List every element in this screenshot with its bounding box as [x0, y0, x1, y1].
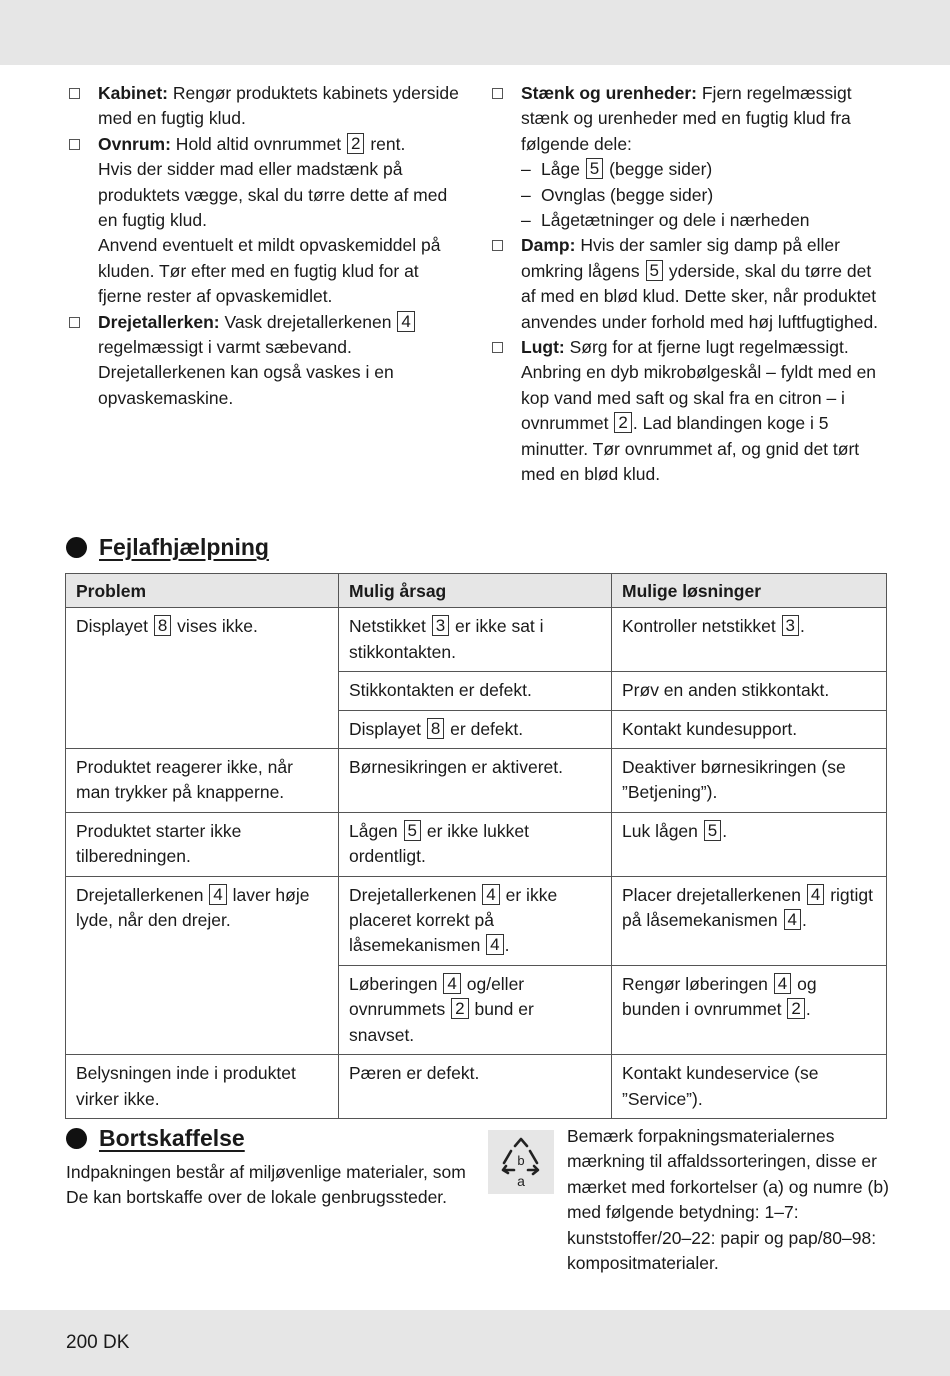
dash-list-item: [521, 183, 889, 208]
solution-cell: Kontakt kundesupport.: [612, 710, 887, 748]
part-ref: 4: [784, 909, 801, 930]
bullet-label: Lugt:: [521, 337, 565, 358]
checkbox-bullet-icon: [69, 88, 80, 99]
checkbox-bullet-icon: [492, 240, 503, 251]
troubleshooting-heading: [66, 535, 269, 560]
bullet-kabinet: [66, 81, 461, 132]
problem-cell: Produktet reagerer ikke, når man trykker på knapperne.: [66, 749, 339, 813]
list-text: Låge: [541, 159, 585, 180]
cell-text: .: [722, 820, 728, 841]
cause-cell: [339, 876, 612, 965]
bullet-text: Sørg for at fjerne lugt regelmæssigt. Anbring en dyb mikrobølgeskål – fyldt med en kop vand med saft og skal fra en citron – i ovnrummet: [521, 337, 877, 434]
part-ref: 4: [443, 973, 460, 994]
cause-cell: Stikkontakten er defekt.: [339, 672, 612, 710]
dash-marker: –: [521, 184, 531, 205]
cell-text: og/eller ovnrummets: [349, 973, 525, 1020]
care-column-right: [489, 81, 889, 488]
part-ref: 8: [154, 615, 171, 636]
bullet-text: Rengør produktets kabinets yderside med en fugtig klud.: [98, 83, 459, 129]
solution-cell: [612, 608, 887, 672]
disposal-text: Indpakningen består af miljøvenlige materialer, som De kan bortskaffe over de lokale genbrugssteder.: [66, 1162, 466, 1208]
part-ref: 5: [646, 260, 663, 281]
bullet-staenk: [489, 81, 889, 233]
bullet-text: Hvis der sidder mad eller madstænk på produktets vægge, skal du tørre dette af med en fugtig klud.: [98, 159, 448, 231]
cell-text: .: [800, 616, 805, 637]
table-header-row: [66, 574, 887, 608]
problem-cell: Belysningen inde i produktet virker ikke.: [66, 1055, 339, 1119]
bullet-text: Vask drejetallerkenen: [219, 311, 397, 332]
cell-text: rigtigt på låsemekanismen: [622, 884, 873, 931]
cell-text: Placer drejetallerkenen: [622, 884, 806, 905]
list-text: Lågetætninger og dele i nærheden: [541, 210, 810, 231]
bullet-text: yderside, skal du tørre det af med en blød klud. Dette sker, når produktet anvendes under forhold med høj luftfugtighed.: [521, 260, 879, 332]
bullet-text: regelmæssigt i varmt sæbevand.: [98, 337, 352, 358]
cell-text: er ikke lukket ordentligt.: [349, 820, 529, 867]
table-row: [66, 812, 887, 876]
checkbox-bullet-icon: [69, 139, 80, 150]
cell-text: .: [801, 910, 807, 931]
part-ref: 4: [486, 934, 503, 955]
dash-list-item: [521, 157, 889, 182]
heading-bullet-icon: [66, 1128, 87, 1149]
heading-bullet-icon: [66, 537, 87, 558]
part-ref: 2: [787, 998, 804, 1019]
recycle-letter-a: a: [517, 1173, 525, 1189]
bullet-text: Hvis der samler sig damp på eller omkring lågens: [521, 235, 840, 281]
problem-cell: [66, 608, 339, 749]
cell-text: Løberingen: [349, 973, 443, 994]
troubleshooting-table: [65, 573, 887, 1119]
part-ref: 5: [704, 820, 721, 841]
recycle-note: Bemærk forpakningsmaterialernes mærkning til affaldssorteringen, disse er mærket med forkortelser (a) og numre (b) med følgende betydning: 1–7: kunststoffer/20–22: papir og pap/80–98: kompositmaterialer.: [567, 1126, 889, 1274]
column-header: Problem: [66, 574, 339, 608]
problem-cell: [66, 876, 339, 1054]
part-ref: 4: [482, 884, 499, 905]
bullet-text: Fjern regelmæssigt stænk og urenheder med en fugtig klud fra følgende dele:: [521, 83, 852, 154]
recycle-symbol-icon: [488, 1130, 554, 1194]
column-header: Mulig årsag: [339, 574, 612, 608]
cell-text: er ikke sat i stikkontakten.: [349, 616, 544, 662]
bullet-label: Damp:: [521, 235, 576, 256]
cause-cell: [339, 812, 612, 876]
part-ref: 8: [427, 718, 444, 739]
dash-marker: –: [521, 210, 531, 231]
solution-cell: [612, 876, 887, 965]
table-row: [66, 1055, 887, 1119]
page-number: 200 DK: [66, 1332, 130, 1353]
part-ref: 2: [451, 998, 468, 1019]
dash-marker: –: [521, 159, 531, 180]
bullet-label: Drejetallerken:: [98, 311, 220, 332]
bullet-text: . Lad blandingen koge i 5 minutter. Tør ovnrummet af, og gnid det tørt med en blød klud.: [521, 413, 860, 485]
part-ref: 4: [209, 884, 226, 905]
problem-cell: Produktet starter ikke tilberedningen.: [66, 812, 339, 876]
cell-text: og bunden i ovnrummet: [622, 973, 817, 1020]
solution-cell: Prøv en anden stikkontakt.: [612, 672, 887, 710]
cell-text: Drejetallerkenen: [76, 884, 209, 905]
bullet-damp: [489, 233, 889, 335]
bullet-label: Ovnrum:: [98, 133, 171, 154]
checkbox-bullet-icon: [69, 317, 80, 328]
part-ref: 5: [586, 158, 603, 179]
bullet-lugt: [489, 335, 889, 487]
cause-cell: [339, 965, 612, 1054]
bullet-text: Drejetallerkenen kan også vaskes i en opvaskemaskine.: [98, 362, 394, 408]
cell-text: laver høje lyde, når den drejer.: [76, 884, 310, 931]
cell-text: Kontroller netstikket: [622, 616, 781, 637]
checkbox-bullet-icon: [492, 342, 503, 353]
part-ref: 4: [774, 973, 791, 994]
list-text: Ovnglas (begge sider): [541, 184, 714, 205]
solution-cell: Kontakt kundeservice (se ”Service”).: [612, 1055, 887, 1119]
part-ref: 3: [782, 615, 799, 636]
cause-cell: Børnesikringen er aktiveret.: [339, 749, 612, 813]
cause-cell: [339, 608, 612, 672]
cell-text: Drejetallerkenen: [349, 884, 482, 905]
list-text: (begge sider): [604, 159, 713, 180]
solution-cell: Deaktiver børnesikringen (se ”Betjening”).: [612, 749, 887, 813]
solution-cell: [612, 965, 887, 1054]
bullet-text: Hold altid ovnrummet: [170, 133, 347, 154]
cause-cell: [339, 710, 612, 748]
bullet-label: Stænk og urenheder:: [521, 83, 697, 103]
part-ref: 2: [614, 412, 631, 433]
cell-text: er ikke placeret korrekt på låsemekanismen: [349, 884, 558, 956]
cell-text: vises ikke.: [172, 616, 258, 637]
cell-text: Displayet: [76, 616, 153, 637]
bullet-label: Kabinet:: [98, 83, 168, 103]
header-band: [0, 0, 950, 65]
recycle-icon: [488, 1130, 554, 1194]
bullet-ovnrum: [66, 132, 461, 310]
table-row: [66, 749, 887, 813]
cell-text: Displayet: [349, 718, 426, 739]
table-row: [66, 608, 887, 672]
cell-text: Lågen: [349, 820, 403, 841]
section-title: Bortskaffelse: [99, 1125, 245, 1151]
disposal-heading: [66, 1126, 245, 1151]
cell-text: bund er snavset.: [349, 999, 534, 1045]
bullet-drejetallerken: [66, 310, 461, 412]
recycle-letter-b: b: [517, 1153, 525, 1168]
table-row: [66, 876, 887, 965]
part-ref: 2: [347, 133, 364, 154]
cell-text: er defekt.: [445, 718, 524, 739]
bullet-text: rent.: [365, 133, 406, 154]
section-title: Fejlafhjælpning: [99, 534, 269, 560]
part-ref: 4: [397, 311, 414, 332]
part-ref: 5: [404, 820, 421, 841]
bullet-text: Anvend eventuelt et mildt opvaskemiddel på kluden. Tør efter med en fugtig klud for at fjerne rester af opvaskemidlet.: [98, 235, 441, 307]
care-column-left: [66, 81, 461, 411]
checkbox-bullet-icon: [492, 88, 503, 99]
cause-cell: Pæren er defekt.: [339, 1055, 612, 1119]
solution-cell: [612, 812, 887, 876]
dash-list-item: [521, 208, 889, 233]
part-ref: 4: [807, 884, 824, 905]
cell-text: .: [805, 999, 811, 1020]
column-header: Mulige løsninger: [612, 574, 887, 608]
footer-band: [0, 1310, 950, 1376]
part-ref: 3: [432, 615, 449, 636]
cell-text: .: [504, 935, 510, 956]
cell-text: Rengør løberingen: [622, 973, 773, 994]
cell-text: Luk lågen: [622, 820, 703, 841]
cell-text: Netstikket: [349, 616, 431, 637]
